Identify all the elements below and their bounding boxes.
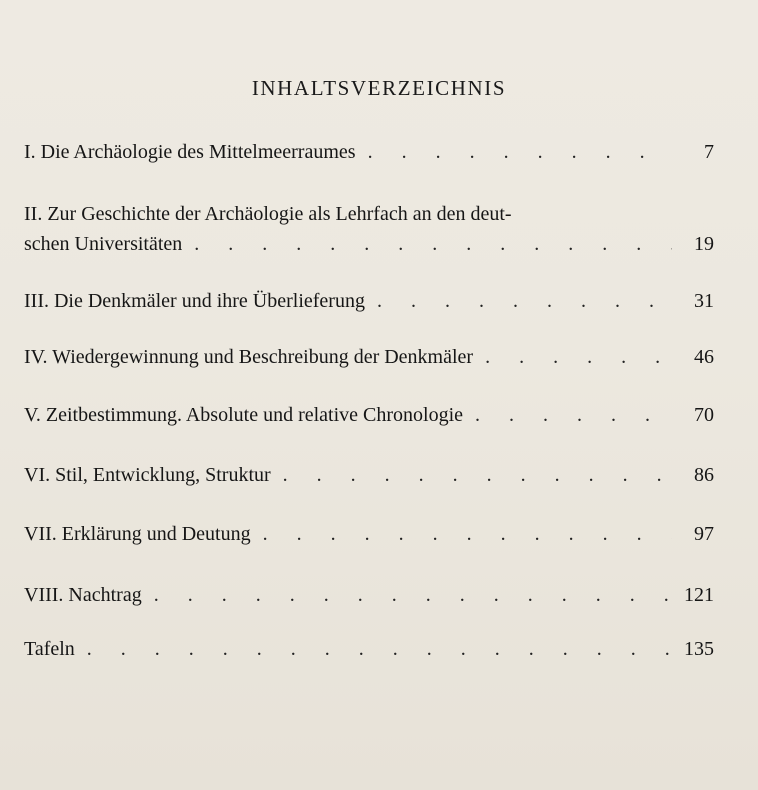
toc-entry-5: [24, 400, 714, 430]
dot-leader: [142, 580, 672, 610]
toc-entry-title: Tafeln: [24, 638, 75, 660]
dot-leader: [356, 137, 672, 167]
toc-page-number: 19: [694, 233, 714, 255]
toc-page-number: 31: [694, 290, 714, 312]
toc-entry-3: [24, 286, 714, 316]
toc-page-number: 7: [704, 141, 714, 163]
toc-entry-title: I. Die Archäologie des Mittelmeerraumes: [24, 141, 356, 163]
toc-entry-title: VI. Stil, Entwicklung, Struktur: [24, 464, 271, 486]
toc-entry-9: [24, 634, 714, 664]
page-title: INHALTSVERZEICHNIS: [251, 76, 507, 100]
toc-entry-title-line-1: II. Zur Geschichte der Archäologie als Lehrfach an den deut-: [24, 203, 512, 225]
toc-entry-title: VII. Erklärung und Deutung: [24, 523, 251, 545]
toc-page-number: 86: [694, 464, 714, 486]
toc-entry-title: V. Zeitbestimmung. Absolute und relative Chronologie: [24, 404, 464, 426]
toc-entry-6: [24, 460, 714, 490]
dot-leader: [463, 400, 672, 430]
dot-leader: [182, 229, 672, 259]
toc-page-number: 70: [694, 404, 714, 426]
toc-page-number: 121: [684, 584, 714, 606]
toc-entry-4: [24, 342, 714, 372]
toc-page-number: 135: [684, 638, 714, 660]
dot-leader: [75, 634, 672, 664]
toc-entry-8: [24, 580, 714, 610]
toc-entry-title: VIII. Nachtrag: [24, 584, 142, 606]
dot-leader: [271, 460, 672, 490]
dot-leader: [473, 342, 672, 372]
toc-entry-title-line-2: schen Universitäten: [24, 233, 183, 255]
dot-leader: [365, 286, 672, 316]
toc-entry-title: IV. Wiedergewinnung und Beschreibung der Denkmäler: [24, 346, 474, 368]
toc-page-number: 46: [694, 346, 714, 368]
toc-entry-1: [24, 137, 714, 167]
toc-entry-7: [24, 519, 714, 549]
toc-entry-title: III. Die Denkmäler und ihre Überlieferung: [24, 290, 365, 312]
toc-page-number: 97: [694, 523, 714, 545]
toc-entry-2: [24, 199, 714, 259]
dot-leader: [251, 519, 672, 549]
